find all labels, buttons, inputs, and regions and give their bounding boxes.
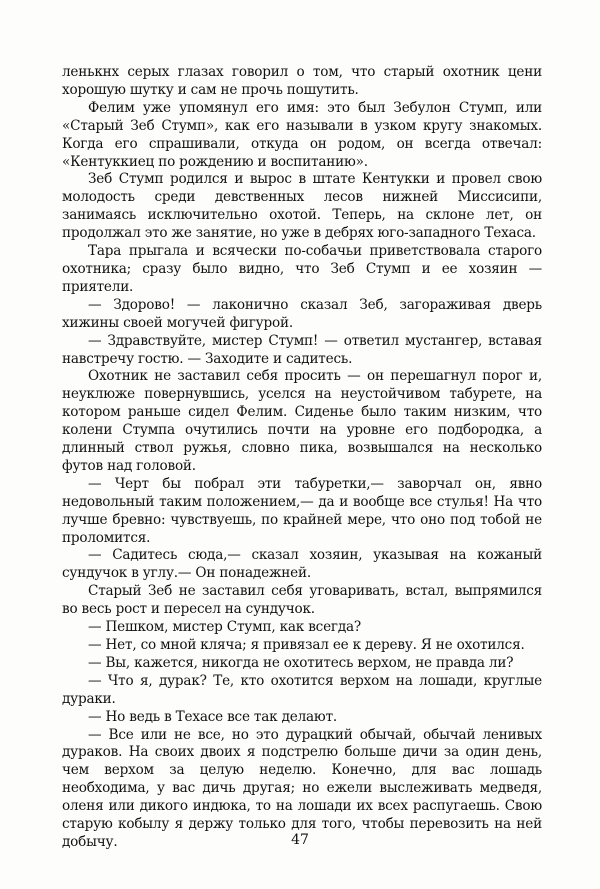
paragraph: — Пешком, мистер Стумп, как всегда? [88,619,361,636]
paragraph: Фелим уже упомянул его имя: это был Зебулон Стумп, или «Старый Зеб Стумп», как его называли в узком кругу знакомых. Когда его спрашивали, откуда он родом, он всегда отвечал: «Кентуккиец по рождению и воспитанию». [62,99,542,170]
paragraph: — Но ведь в Техасе все так делают. [88,708,338,725]
paragraph: ленькнх серых глазах говорил о том, что старый охотник цени хорошую шутку и сам не прочь пошутить. [62,64,542,98]
page-number: 47 [291,832,309,848]
paragraph: — Садитесь сюда,— сказал хозяин, указывая на кожаный сундучок в углу.— Он понадежней. [62,547,542,582]
paragraph: — Нет, со мной кляча; я привязал ее к дереву. Я не охотился. [88,637,525,653]
paragraph: — Здорово! — лаконично сказал Зеб, загораживая дверь хижины своей могучей фигурой. [62,296,542,331]
paragraph: — Что я, дурак? Те, кто охотится верхом на лошади, круглые дураки. [62,672,542,707]
page-text [62,64,542,852]
paragraph: Старый Зеб не заставил себя уговаривать, встал, выпрямился во весь рост и пересел на сундучок. [62,583,542,618]
paragraph: — Все или не все, но это дурацкий обычай, обычай ленивых дураков. На своих двоих я подстрелю больше дичи за один день, чем верхом за целую неделю. Конечно, для вас лошадь необходима, у вас дичь другая; но ежели выслеживать медведя, оленя или дикого индюка, то на лошади их всех распугаешь. Свою старую кобылу я держу только для того, чтобы перевозить на ней добычу. [62,726,542,850]
paragraph: — Черт бы побрал эти табуретки,— заворчал он, явно недовольный таким положением,— да и вообще все стулья! На что лучше бревно: чувствуешь, по крайней мере, что оно под тобой не проломится. [62,475,542,546]
paragraph: — Вы, кажется, никогда не охотитесь верхом, не правда ли? [88,654,514,671]
paragraph: Охотник не заставил себя просить — он перешагнул порог и, неуклюже повернувшись, уселся на неустойчивом табурете, на котором раньше сидел Фелим. Сиденье было таким низким, что колени Стумпа очутились почти на уровне его подбородка, а длинный ствол ружья, словно пика, возвышался на несколько футов над головой. [62,368,542,474]
paragraph: Зеб Стумп родился и вырос в штате Кентукки и провел свою молодость среди девственных лесов нижней Миссисипи, занимаясь исключительно охотой. Теперь, на склоне лет, он продолжал это же занятие, но уже в дебрях юго-западного Техаса. [62,171,542,242]
paragraph: — Здравствуйте, мистер Стумп! — ответил мустангер, вставая навстречу гостю. — Заходите и садитесь. [62,332,542,367]
paragraph: Тара прыгала и всячески по-собачьи приветствовала старого охотника; сразу было видно, что Зеб Стумп и ее хозяин — приятели. [62,243,542,295]
